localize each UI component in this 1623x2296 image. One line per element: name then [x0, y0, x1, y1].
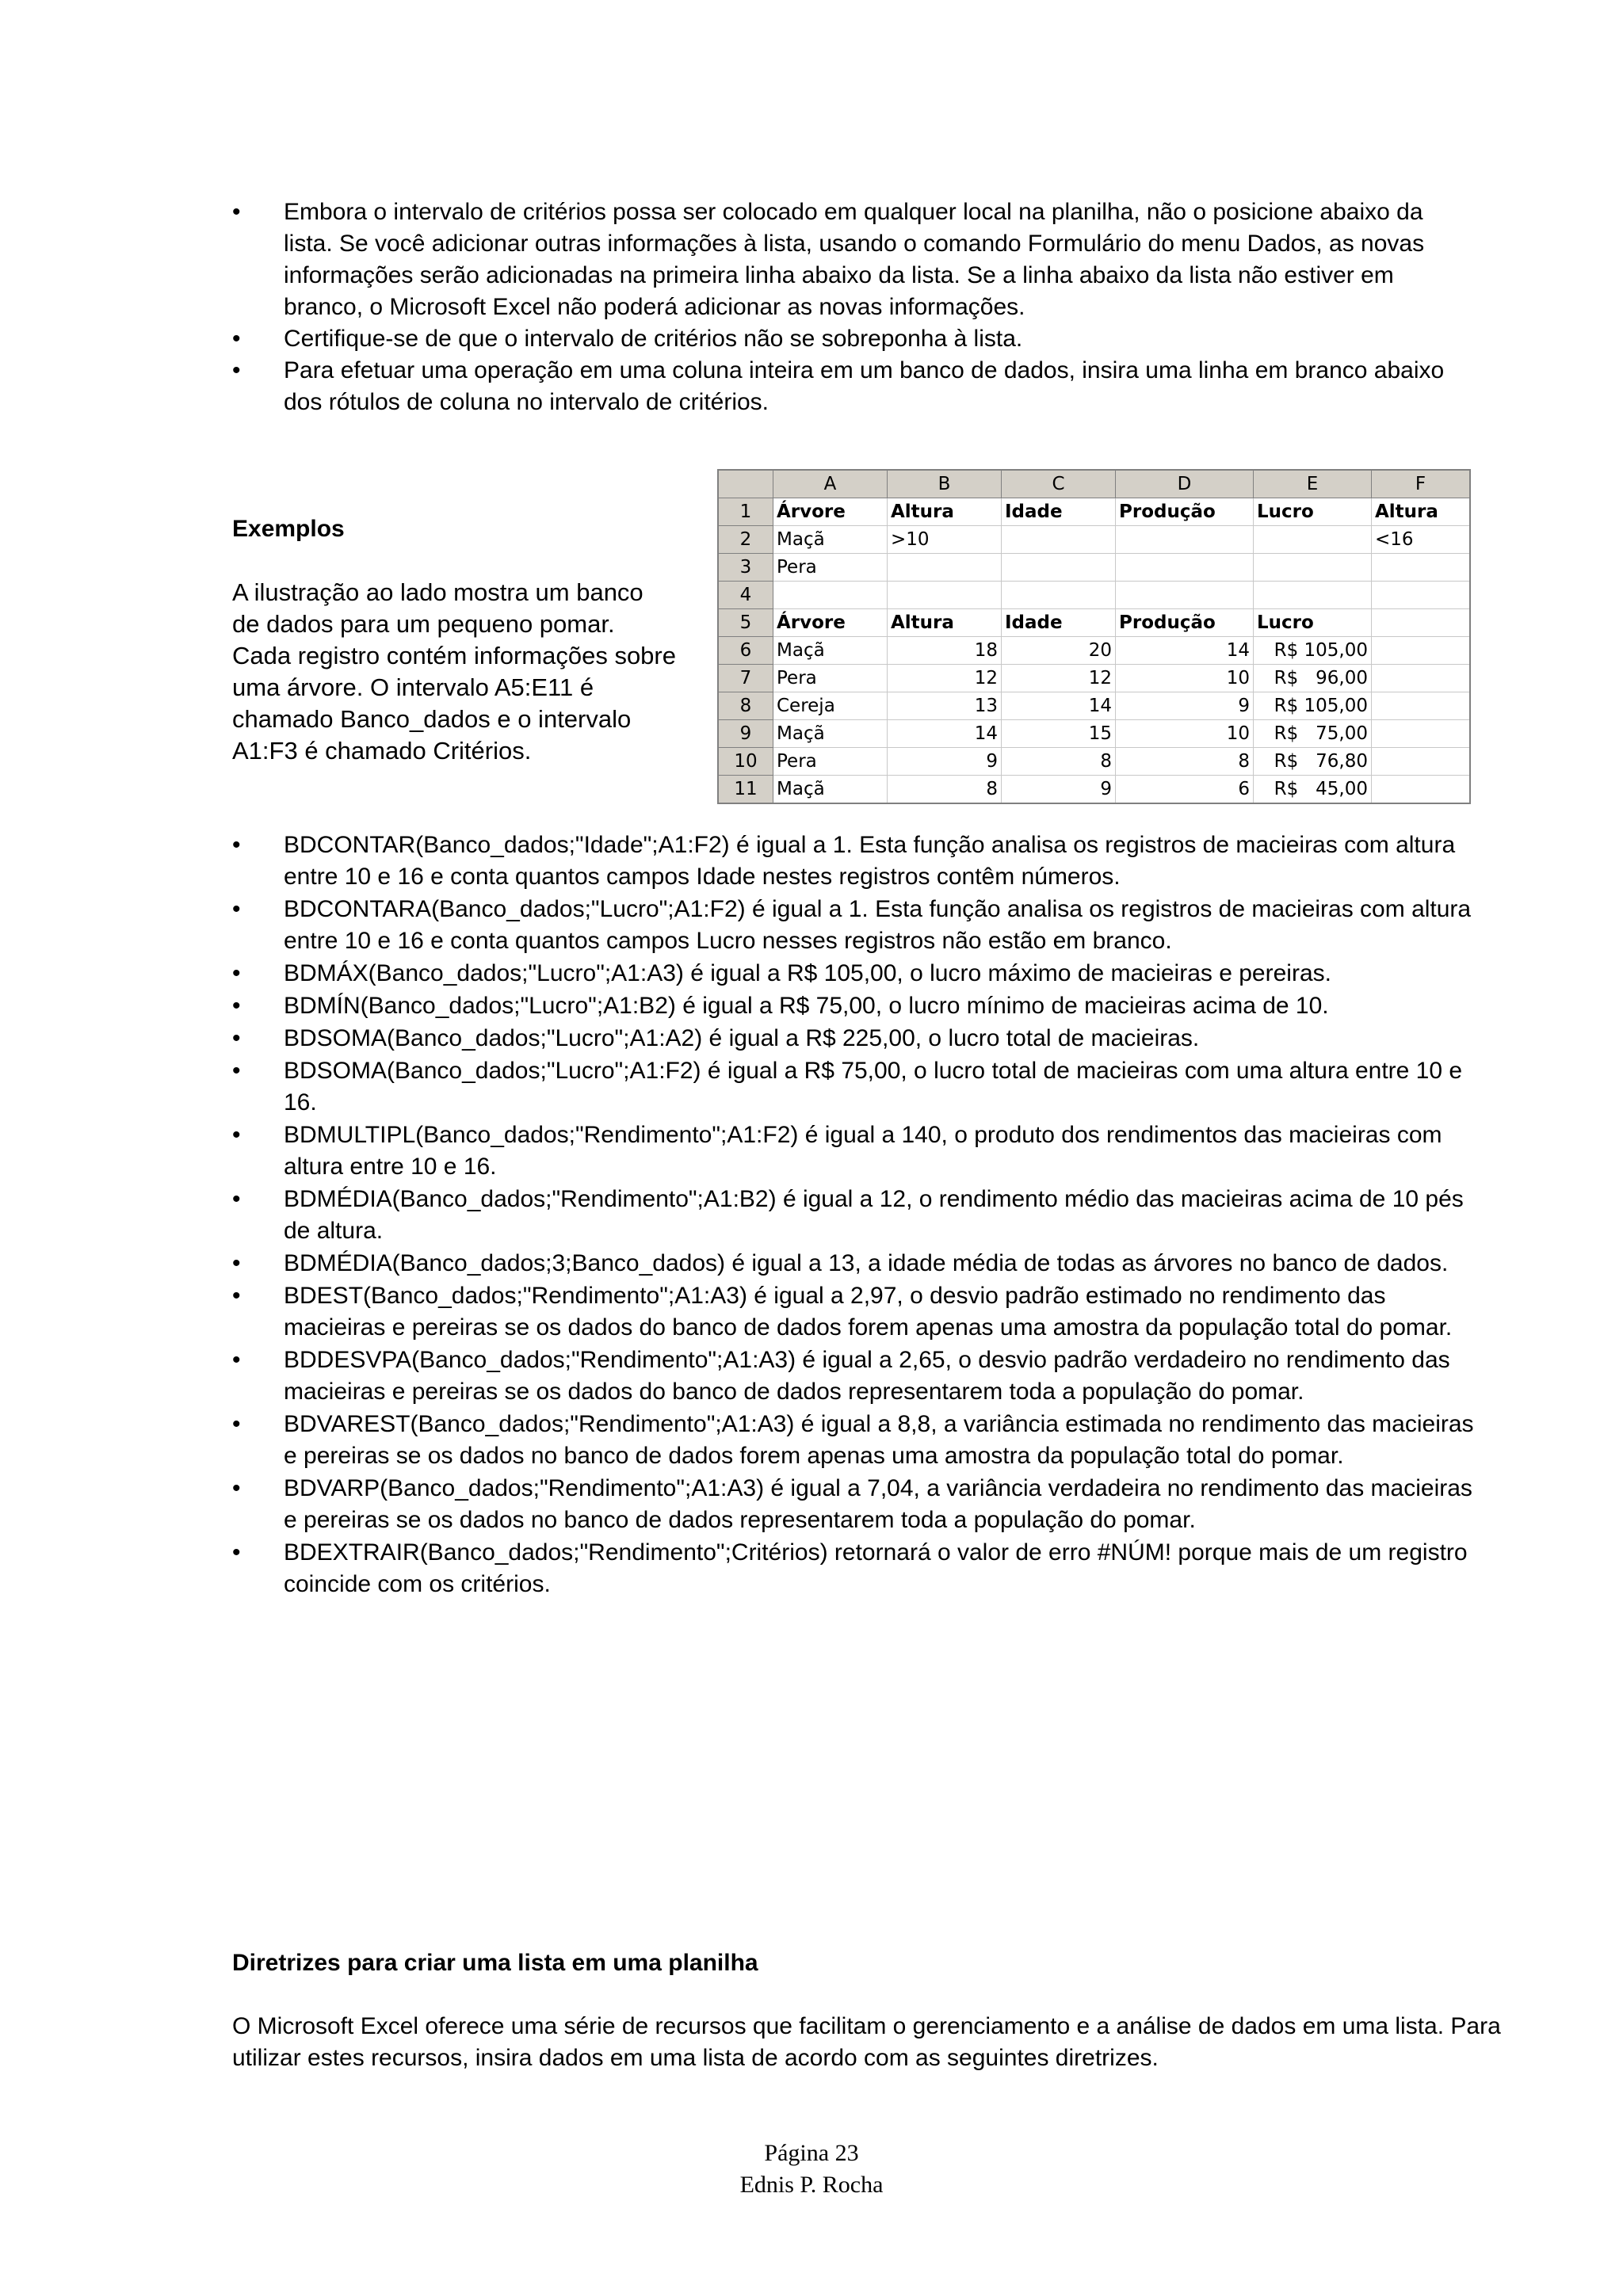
cell: Lucro — [1254, 498, 1372, 526]
cell — [888, 554, 1002, 582]
spreadsheet-illustration — [717, 469, 1471, 804]
cell — [1372, 582, 1471, 609]
cell: Maçã — [773, 526, 888, 554]
cell: 8 — [1002, 748, 1116, 776]
cell: 10 — [1116, 720, 1254, 748]
cell — [1372, 776, 1471, 804]
cell — [1372, 554, 1471, 582]
sheet-row — [718, 665, 1470, 692]
row-header: 1 — [718, 498, 773, 526]
sheet-row — [718, 720, 1470, 748]
cell: R$ 75,00 — [1254, 720, 1372, 748]
intro-bullet-item: • Certifique-se de que o intervalo de critérios não se sobreponha à lista. — [232, 323, 1476, 355]
row-header: 5 — [718, 609, 773, 637]
cell — [1372, 609, 1471, 637]
sheet-row — [718, 748, 1470, 776]
cell — [1254, 582, 1372, 609]
cell: 13 — [888, 692, 1002, 720]
cell: Produção — [1116, 609, 1254, 637]
function-bullet-item: • BDVAREST(Banco_dados;"Rendimento";A1:A3) é igual a 8,8, a variância estimada no rendimento das macieiras e pereiras se os dados no banco de dados forem apenas uma amostra da população total do pomar. — [232, 1409, 1476, 1472]
cell: Produção — [1116, 498, 1254, 526]
function-bullet-item: • BDVARP(Banco_dados;"Rendimento";A1:A3) é igual a 7,04, a variância verdadeira no rendimento das macieiras e pereiras se os dados no banco de dados representarem toda a população do pomar. — [232, 1473, 1476, 1536]
cell — [1116, 554, 1254, 582]
cell — [1372, 665, 1471, 692]
cell — [773, 582, 888, 609]
cell: R$ 45,00 — [1254, 776, 1372, 804]
intro-bullet-item: • Para efetuar uma operação em uma coluna inteira em um banco de dados, insira uma linha em branco abaixo dos rótulos de coluna no intervalo de critérios. — [232, 355, 1476, 418]
row-header: 3 — [718, 554, 773, 582]
row-header: 10 — [718, 748, 773, 776]
examples-description: A ilustração ao lado mostra um banco de dados para um pequeno pomar. Cada registro contém informações sobre uma árvore. O intervalo A5:E11 é chamado Banco_dados e o intervalo A1:F3 é chamado Critérios. — [232, 578, 676, 765]
cell: 14 — [1116, 637, 1254, 665]
cell — [1002, 582, 1116, 609]
function-bullet-list — [232, 830, 1476, 1601]
cell — [1254, 554, 1372, 582]
cell — [1372, 692, 1471, 720]
cell: Maçã — [773, 637, 888, 665]
function-bullet-item: • BDCONTARA(Banco_dados;"Lucro";A1:F2) é igual a 1. Esta função analisa os registros de macieiras com altura entre 10 e 16 e conta quantos campos Lucro nesses registros não estão em branco. — [232, 894, 1476, 957]
cell: Idade — [1002, 498, 1116, 526]
cell: Árvore — [773, 498, 888, 526]
row-header: 2 — [718, 526, 773, 554]
cell: Lucro — [1254, 609, 1372, 637]
sheet-row — [718, 498, 1470, 526]
row-header: 11 — [718, 776, 773, 804]
column-header: D — [1116, 470, 1254, 498]
cell: 14 — [888, 720, 1002, 748]
row-header: 7 — [718, 665, 773, 692]
guidelines-text: O Microsoft Excel oferece uma série de recursos que facilitam o gerenciamento e a análise de dados em uma lista. Para utilizar estes recursos, insira dados em uma lista de acordo com as seguintes diretrizes. — [232, 2013, 1501, 2071]
function-bullet-item: • BDMULTIPL(Banco_dados;"Rendimento";A1:F2) é igual a 140, o produto dos rendimentos das macieiras com altura entre 10 e 16. — [232, 1119, 1476, 1183]
cell: Árvore — [773, 609, 888, 637]
intro-bullet-item: • Embora o intervalo de critérios possa ser colocado em qualquer local na planilha, não o posicione abaixo da lista. Se você adicionar outras informações à lista, usando o comando Formulário do menu Dados, as novas informações serão adicionadas na primeira linha abaixo da lista. Se a linha abaixo da lista não estiver em branco, o Microsoft Excel não poderá adicionar as novas informações. — [232, 196, 1476, 323]
cell: 12 — [888, 665, 1002, 692]
cell: 9 — [1116, 692, 1254, 720]
cell: Maçã — [773, 720, 888, 748]
author-name: Ednis P. Rocha — [739, 2172, 884, 2198]
sheet-row — [718, 692, 1470, 720]
cell — [1372, 720, 1471, 748]
cell: 12 — [1002, 665, 1116, 692]
cell — [1002, 554, 1116, 582]
cell: 18 — [888, 637, 1002, 665]
cell: R$ 76,80 — [1254, 748, 1372, 776]
cell: 10 — [1116, 665, 1254, 692]
row-header: 9 — [718, 720, 773, 748]
cell: Altura — [888, 498, 1002, 526]
intro-bullet-list — [232, 196, 1476, 418]
cell: R$ 105,00 — [1254, 637, 1372, 665]
cell: 6 — [1116, 776, 1254, 804]
column-header-row — [718, 470, 1470, 498]
function-bullet-item: • BDEST(Banco_dados;"Rendimento";A1:A3) é igual a 2,97, o desvio padrão estimado no rendimento das macieiras e pereiras se os dados do banco de dados forem apenas uma amostra da população total do pomar. — [232, 1280, 1476, 1344]
cell — [1116, 582, 1254, 609]
function-bullet-item: • BDMÁX(Banco_dados;"Lucro";A1:A3) é igual a R$ 105,00, o lucro máximo de macieiras e pereiras. — [232, 958, 1476, 990]
column-header: A — [773, 470, 888, 498]
column-header: C — [1002, 470, 1116, 498]
column-header: E — [1254, 470, 1372, 498]
function-bullet-item: • BDSOMA(Banco_dados;"Lucro";A1:F2) é igual a R$ 75,00, o lucro total de macieiras com uma altura entre 10 e 16. — [232, 1055, 1476, 1119]
cell — [1002, 526, 1116, 554]
cell: Pera — [773, 665, 888, 692]
cell: Idade — [1002, 609, 1116, 637]
examples-heading: Exemplos — [232, 516, 345, 542]
sheet-row — [718, 609, 1470, 637]
function-bullet-item: • BDCONTAR(Banco_dados;"Idade";A1:F2) é igual a 1. Esta função analisa os registros de macieiras com altura entre 10 e 16 e conta quantos campos Idade nestes registros contêm números. — [232, 830, 1476, 893]
column-header: B — [888, 470, 1002, 498]
column-header: F — [1372, 470, 1471, 498]
cell: Maçã — [773, 776, 888, 804]
sheet-row — [718, 776, 1470, 804]
cell — [1254, 526, 1372, 554]
cell: R$ 96,00 — [1254, 665, 1372, 692]
sheet-row — [718, 526, 1470, 554]
function-bullet-item: • BDSOMA(Banco_dados;"Lucro";A1:A2) é igual a R$ 225,00, o lucro total de macieiras. — [232, 1023, 1476, 1055]
function-bullet-item: • BDMÉDIA(Banco_dados;3;Banco_dados) é igual a 13, a idade média de todas as árvores no banco de dados. — [232, 1248, 1476, 1280]
cell — [1372, 748, 1471, 776]
cell: Pera — [773, 748, 888, 776]
cell: 9 — [888, 748, 1002, 776]
guidelines-heading: Diretrizes para criar uma lista em uma planilha — [232, 1950, 758, 1976]
sheet-row — [718, 637, 1470, 665]
cell: Altura — [1372, 498, 1471, 526]
row-header: 8 — [718, 692, 773, 720]
cell: 8 — [1116, 748, 1254, 776]
cell: 20 — [1002, 637, 1116, 665]
row-header: 6 — [718, 637, 773, 665]
function-bullet-item: • BDMÉDIA(Banco_dados;"Rendimento";A1:B2) é igual a 12, o rendimento médio das macieiras acima de 10 pés de altura. — [232, 1184, 1476, 1247]
page-number: Página 23 — [764, 2140, 859, 2166]
cell: Altura — [888, 609, 1002, 637]
function-bullet-item: • BDMÍN(Banco_dados;"Lucro";A1:B2) é igual a R$ 75,00, o lucro mínimo de macieiras acima de 10. — [232, 990, 1476, 1022]
cell: 8 — [888, 776, 1002, 804]
cell — [888, 582, 1002, 609]
row-header: 4 — [718, 582, 773, 609]
cell: R$ 105,00 — [1254, 692, 1372, 720]
cell: 15 — [1002, 720, 1116, 748]
cell: 9 — [1002, 776, 1116, 804]
cell: 14 — [1002, 692, 1116, 720]
cell: Pera — [773, 554, 888, 582]
cell: >10 — [888, 526, 1002, 554]
function-bullet-item: • BDEXTRAIR(Banco_dados;"Rendimento";Critérios) retornará o valor de erro #NÚM! porque mais de um registro coincide com os critérios. — [232, 1537, 1476, 1600]
corner-cell — [718, 470, 773, 498]
cell: <16 — [1372, 526, 1471, 554]
cell — [1372, 637, 1471, 665]
sheet-row — [718, 554, 1470, 582]
sheet-row — [718, 582, 1470, 609]
cell: Cereja — [773, 692, 888, 720]
cell — [1116, 526, 1254, 554]
function-bullet-item: • BDDESVPA(Banco_dados;"Rendimento";A1:A3) é igual a 2,65, o desvio padrão verdadeiro no rendimento das macieiras e pereiras se os dados do banco de dados representarem toda a população do pomar. — [232, 1344, 1476, 1408]
